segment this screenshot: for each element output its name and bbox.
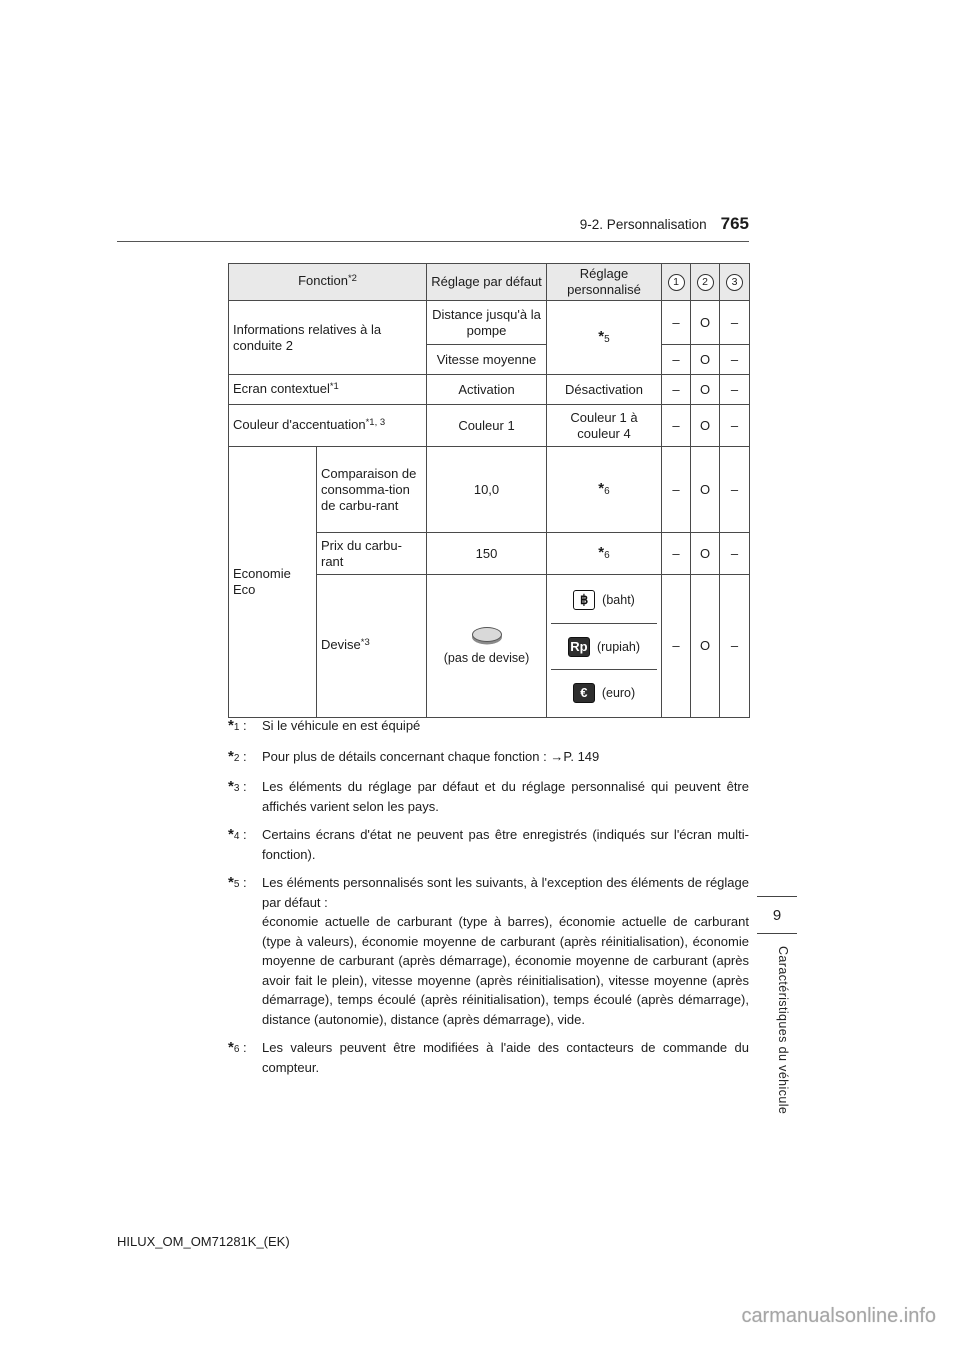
footnote-marker: [228, 1038, 262, 1077]
accent-color-label: Couleur d'accentuation: [233, 416, 366, 432]
popup-default-cell: Activation: [427, 375, 547, 405]
note-number: 5: [233, 879, 240, 890]
euro-icon: [573, 683, 595, 703]
custom-setting-column-header: [547, 264, 662, 301]
footnote-text: Les valeurs peuvent être modifiées à l'aide des contacteurs de commande du compteur.: [262, 1040, 749, 1075]
asterisk: *: [228, 826, 234, 843]
colon: :: [243, 779, 247, 794]
popup-screen-label: Ecran contextuel: [233, 380, 330, 396]
table-header-row: [229, 264, 750, 301]
note-number: 5: [604, 333, 610, 345]
asterisk: *: [228, 874, 234, 891]
function-column-header: [229, 264, 427, 301]
rupiah-icon: [568, 637, 590, 657]
mark-cell: –: [720, 575, 750, 718]
footnote-paragraph: Les éléments personnalisés sont les suivants, à l'exception des éléments de réglage par défaut :: [262, 875, 749, 910]
mark-cell: –: [720, 375, 750, 405]
function-header-label: Fonction: [298, 273, 348, 288]
asterisk: *: [347, 273, 352, 284]
currency-option-baht: [551, 577, 657, 623]
chapter-title-vertical: Caractéristiques du véhicule: [776, 946, 790, 1115]
footnote-2: [228, 747, 749, 769]
mark-cell: –: [662, 345, 691, 375]
mark-cell: –: [662, 575, 691, 718]
driving-info-default2-cell: [427, 345, 547, 375]
no-currency-default-cell: [427, 575, 547, 718]
footnote-text: Si le véhicule en est équipé: [262, 718, 421, 733]
footnote-text: Les éléments du réglage par défaut et du réglage personnalisé qui peuvent être affichés varient selon les pays.: [262, 779, 749, 814]
driving-info-default1-cell: [427, 301, 547, 345]
table-row: [229, 301, 750, 345]
eco-group-cell: [229, 447, 317, 718]
coin-icon: [472, 627, 502, 642]
asterisk: *: [329, 380, 334, 392]
chapter-number-tab: 9: [757, 896, 797, 934]
asterisk: *: [228, 778, 234, 795]
footnote-1: [228, 716, 749, 738]
table-row: [229, 447, 750, 533]
accent-color-function-cell: [229, 405, 427, 447]
page-header: [117, 214, 749, 242]
baht-icon: [573, 590, 595, 610]
mark-cell: –: [662, 533, 691, 575]
rupiah-caption: (rupiah): [596, 639, 641, 654]
mark-cell: –: [662, 375, 691, 405]
note-number: 2: [233, 752, 240, 764]
average-speed-label: Vitesse moyenne: [436, 351, 537, 367]
footnote-6: [228, 1038, 749, 1077]
accent-color-default-cell: Couleur 1: [427, 405, 547, 447]
driving-info-function-cell: [229, 301, 427, 375]
mark-cell: –: [720, 447, 750, 533]
note-number: 3: [364, 637, 370, 648]
note-number: 1, 3: [369, 416, 386, 428]
mark-cell: O: [691, 375, 720, 405]
driving-info-custom-cell: [547, 301, 662, 375]
condition3-column-header: [720, 264, 750, 301]
asterisk: *: [228, 747, 234, 765]
footnote-marker: [228, 747, 262, 769]
euro-symbol: €: [580, 684, 588, 700]
mark-cell: –: [662, 405, 691, 447]
condition1-column-header: [662, 264, 691, 301]
footnote-marker: [228, 777, 262, 816]
distance-to-pump-label: Distance jusqu'à la pompe: [432, 306, 541, 338]
asterisk: *: [598, 543, 605, 561]
note-number: 6: [604, 549, 610, 561]
mark-cell: –: [720, 345, 750, 375]
currency-option-rupiah: [551, 623, 657, 669]
currency-label: Devise: [321, 637, 361, 652]
footnotes-section: [228, 716, 749, 1086]
baht-symbol: ฿: [580, 592, 589, 607]
euro-caption: (euro): [601, 685, 636, 700]
mark-cell: –: [720, 405, 750, 447]
mark-cell: O: [691, 533, 720, 575]
currency-function-cell: [317, 575, 427, 718]
asterisk: *: [598, 479, 605, 497]
mark-cell: –: [662, 447, 691, 533]
customization-table: [228, 263, 750, 718]
footnote-4: [228, 825, 749, 864]
fuel-price-function-cell: Prix du carbu-rant: [317, 533, 427, 575]
asterisk: *: [598, 327, 605, 345]
default-setting-column-header: [427, 264, 547, 301]
colon: :: [243, 827, 247, 842]
default-header-label: Réglage par défaut: [431, 274, 542, 289]
footnote-marker: [228, 825, 262, 864]
footnote-text: Certains écrans d'état ne peuvent pas être enregistrés (indiqués sur l'écran multi-fonction).: [262, 827, 749, 862]
fuel-price-default-cell: 150: [427, 533, 547, 575]
currency-option-euro: [551, 669, 657, 715]
circled-2-icon: 2: [697, 274, 714, 291]
popup-screen-function-cell: [229, 375, 427, 405]
note-number: 3: [233, 783, 240, 794]
asterisk: *: [228, 717, 234, 734]
asterisk: *: [228, 1039, 234, 1056]
footnote-marker: [228, 873, 262, 1029]
table-row: [229, 405, 750, 447]
eco-group-label: Economie Eco: [233, 566, 291, 597]
watermark: carmanualsonline.info: [741, 1305, 936, 1327]
note-number: 4: [233, 831, 240, 842]
note-number: 6: [604, 485, 610, 497]
no-currency-caption: (pas de devise): [443, 650, 530, 665]
mark-cell: –: [662, 301, 691, 345]
mark-cell: –: [720, 533, 750, 575]
mark-cell: O: [691, 405, 720, 447]
footnote-3: [228, 777, 749, 816]
mark-cell: O: [691, 447, 720, 533]
note-number: 2: [351, 273, 357, 284]
mark-cell: O: [691, 301, 720, 345]
driving-info-label: Informations relatives à la conduite 2: [233, 321, 382, 353]
footnote-paragraph: économie actuelle de carburant (type à barres), économie actuelle de carburant (type à valeurs), économie moyenne de carburant (après réinitialisation), économie moyenne de carburant (après démarrage), économie moyenne de carburant (après avoir fait le plein), vitesse moyenne (après réinitialisation), vitesse moyenne (après démarrage), temps écoulé (après réinitialisation), temps écoulé (après démarrage), distance (autonomie), distance (après démarrage), vide.: [262, 914, 749, 1027]
mark-cell: –: [720, 301, 750, 345]
mark-cell: O: [691, 575, 720, 718]
condition2-column-header: [691, 264, 720, 301]
baht-caption: (baht): [602, 593, 635, 607]
section-title: 9-2. Personnalisation: [579, 217, 707, 232]
fuel-comparison-function-cell: Comparaison de consomma-tion de carbu-rant: [317, 447, 427, 533]
footnote-5: [228, 873, 749, 1029]
table-row: [229, 375, 750, 405]
colon: :: [243, 718, 247, 733]
colon: :: [243, 748, 247, 764]
fuel-comparison-default-cell: 10,0: [427, 447, 547, 533]
footnote-marker: [228, 716, 262, 738]
asterisk: *: [360, 637, 365, 648]
mark-cell: O: [691, 345, 720, 375]
popup-custom-cell: Désactivation: [547, 375, 662, 405]
colon: :: [243, 875, 247, 890]
fuel-price-custom-cell: [547, 533, 662, 575]
footnote-text: [262, 873, 749, 1029]
note-number: 1: [333, 380, 339, 392]
currency-custom-cell: [547, 575, 662, 718]
colon: :: [243, 1040, 247, 1055]
note-number: 1: [233, 722, 240, 733]
circled-1-icon: 1: [668, 274, 685, 291]
circled-3-icon: 3: [726, 274, 743, 291]
footnote-text: Pour plus de détails concernant chaque fonction : →P. 149: [262, 748, 600, 764]
fuel-comparison-custom-cell: [547, 447, 662, 533]
accent-color-custom-cell: Couleur 1 à couleur 4: [547, 405, 662, 447]
custom-header-label: Réglage personnalisé: [567, 266, 641, 297]
document-code: HILUX_OM_OM71281K_(EK): [117, 1234, 290, 1249]
page-number: 765: [720, 214, 749, 233]
rupiah-symbol: Rp: [570, 638, 588, 654]
note-number: 6: [233, 1044, 240, 1055]
asterisk: *: [365, 416, 370, 428]
